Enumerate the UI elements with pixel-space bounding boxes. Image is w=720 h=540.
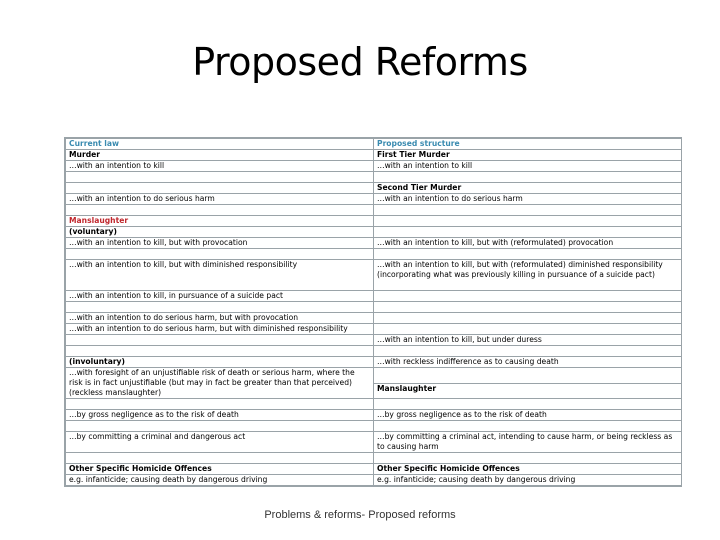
- header-current-law: Current law: [66, 139, 374, 150]
- table-row: [66, 150, 682, 161]
- cell-left: …with an intention to do serious harm, but with diminished responsibility: [66, 324, 374, 335]
- cell-left: …with foresight of an unjustifiable risk of death or serious harm, where the risk is in fact unjustifiable (but may in fact be greater than that perceived) (reckless manslaughter): [66, 368, 374, 399]
- cell-right: …by committing a criminal act, intending to cause harm, or being reckless as to causing harm: [374, 432, 682, 453]
- cell-left: e.g. infanticide; causing death by dangerous driving: [66, 475, 374, 486]
- table-row: [66, 421, 682, 432]
- cell-left: [66, 453, 374, 464]
- slide-footer: Problems & reforms- Proposed reforms: [264, 509, 456, 521]
- table-row: [66, 475, 682, 486]
- cell-right: [374, 291, 682, 302]
- table-row: [66, 324, 682, 335]
- table-row: [66, 368, 682, 384]
- table-row: [66, 346, 682, 357]
- cell-left: [66, 302, 374, 313]
- reforms-table-container: [64, 137, 682, 487]
- cell-left: Other Specific Homicide Offences: [66, 464, 374, 475]
- cell-right: [374, 216, 682, 227]
- cell-right: e.g. infanticide; causing death by dangerous driving: [374, 475, 682, 486]
- cell-right: …with an intention to kill, but with (reformulated) provocation: [374, 238, 682, 249]
- cell-left: …with an intention to do serious harm, but with provocation: [66, 313, 374, 324]
- cell-right: [374, 421, 682, 432]
- cell-right: …by gross negligence as to the risk of death: [374, 410, 682, 421]
- cell-left: …with an intention to kill, but with provocation: [66, 238, 374, 249]
- table-row: [66, 432, 682, 453]
- reforms-table: [65, 138, 682, 486]
- cell-left: …by gross negligence as to the risk of death: [66, 410, 374, 421]
- cell-right: [374, 249, 682, 260]
- table-row: [66, 302, 682, 313]
- cell-left: [66, 346, 374, 357]
- cell-left: [66, 205, 374, 216]
- table-row: [66, 216, 682, 227]
- cell-right: [374, 324, 682, 335]
- cell-right: [374, 453, 682, 464]
- table-row: [66, 205, 682, 216]
- cell-left: (involuntary): [66, 357, 374, 368]
- slide-title: Proposed Reforms: [192, 40, 528, 84]
- cell-right: [374, 346, 682, 357]
- cell-right: [374, 302, 682, 313]
- table-row: [66, 260, 682, 291]
- table-row: [66, 172, 682, 183]
- table-row: [66, 183, 682, 194]
- cell-left: [66, 249, 374, 260]
- cell-left: Manslaughter: [66, 216, 374, 227]
- table-row: [66, 249, 682, 260]
- cell-left: [66, 172, 374, 183]
- cell-right: [374, 172, 682, 183]
- cell-left: Murder: [66, 150, 374, 161]
- table-row: [66, 227, 682, 238]
- cell-right: Second Tier Murder: [374, 183, 682, 194]
- cell-right: [374, 227, 682, 238]
- cell-right: [374, 313, 682, 324]
- cell-right: …with an intention to do serious harm: [374, 194, 682, 205]
- table-row: [66, 399, 682, 410]
- table-row: [66, 453, 682, 464]
- cell-left: …with an intention to kill: [66, 161, 374, 172]
- cell-right: …with reckless indifference as to causing death: [374, 357, 682, 368]
- cell-left: [66, 335, 374, 346]
- cell-left: [66, 421, 374, 432]
- table-row: [66, 410, 682, 421]
- table-row: [66, 161, 682, 172]
- cell-left: (voluntary): [66, 227, 374, 238]
- table-row: [66, 357, 682, 368]
- cell-left: …with an intention to do serious harm: [66, 194, 374, 205]
- table-row: [66, 291, 682, 302]
- table-row: [66, 194, 682, 205]
- cell-right: First Tier Murder: [374, 150, 682, 161]
- cell-right: [374, 205, 682, 216]
- cell-right: [374, 399, 682, 410]
- table-row: [66, 464, 682, 475]
- cell-right: …with an intention to kill: [374, 161, 682, 172]
- cell-right: Manslaughter: [374, 383, 682, 399]
- cell-left: …with an intention to kill, but with diminished responsibility: [66, 260, 374, 291]
- table-row: [66, 238, 682, 249]
- cell-right: …with an intention to kill, but with (reformulated) diminished responsibility (incorporating what was previously killing in pursuance of a suicide pact): [374, 260, 682, 291]
- cell-left: [66, 399, 374, 410]
- cell-right: …with an intention to kill, but under duress: [374, 335, 682, 346]
- cell-right: [374, 368, 682, 384]
- cell-right: Other Specific Homicide Offences: [374, 464, 682, 475]
- table-row: [66, 313, 682, 324]
- cell-left: [66, 183, 374, 194]
- header-proposed-structure: Proposed structure: [374, 139, 682, 150]
- table-header-row: [66, 139, 682, 150]
- cell-left: …with an intention to kill, in pursuance of a suicide pact: [66, 291, 374, 302]
- table-row: [66, 335, 682, 346]
- cell-left: …by committing a criminal and dangerous act: [66, 432, 374, 453]
